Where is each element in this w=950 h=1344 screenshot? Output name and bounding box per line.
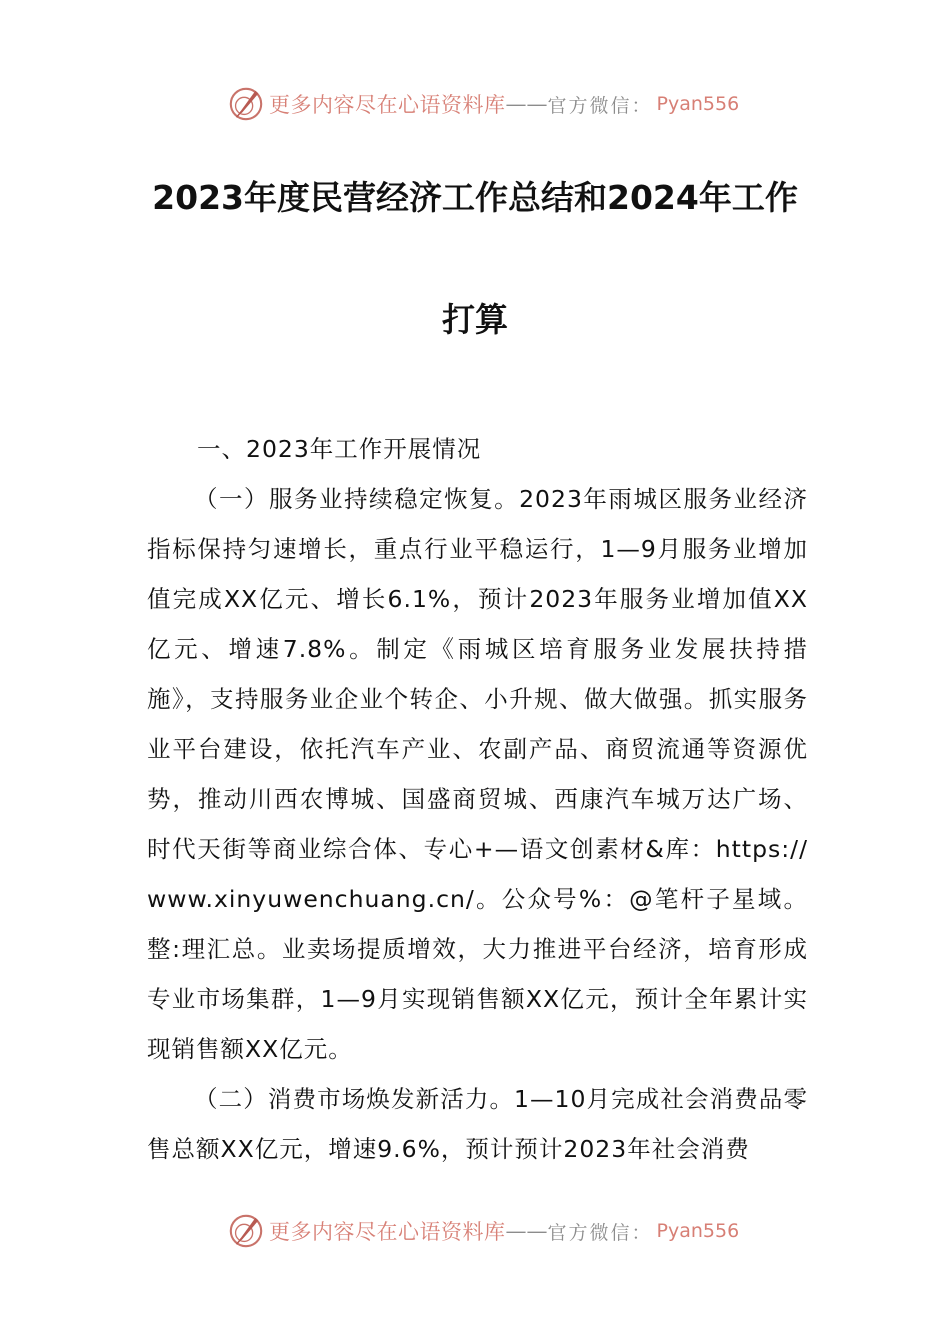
wechat-label: 官方微信： [547, 1221, 653, 1244]
section-heading: 一、2023年工作开展情况 [197, 435, 482, 463]
quill-pen-logo-icon [227, 85, 265, 123]
document-body [147, 424, 808, 1174]
footer-watermark-banner [227, 1211, 747, 1251]
promo-text: 更多内容尽在心语资料库 [269, 1220, 506, 1244]
banner-separator: —— [505, 1219, 548, 1243]
document-title-line-1: 2023年度民营经济工作总结和2024年工作 [152, 178, 798, 217]
wechat-id: Pyan556 [656, 93, 740, 115]
paragraph: （二）消费市场焕发新活力。1—10月完成社会消费品零售总额XX亿元，增速9.6%，预计预计2023年社会消费 [147, 1085, 808, 1163]
wechat-id: Pyan556 [656, 1220, 740, 1242]
wechat-label: 官方微信： [547, 94, 653, 117]
paragraph: （一）服务业持续稳定恢复。2023年雨城区服务业经济指标保持匀速增长，重点行业平稳运行，1—9月服务业增加值完成XX亿元、增长6.1%，预计2023年服务业增加值XX亿元、增速7.8%。制定《雨城区培育服务业发展扶持措施》，支持服务业企业个转企、小升规、做大做强。抓实服务业平台建设，依托汽车产业、农副产品、商贸流通等资源优势，推动川西农博城、国盛商贸城、西康汽车城万达广场、时代天街等商业综合体、专心+—语文创素材&库：https://www.xinyuwenchuang.cn/。公众号%：@笔杆子星域。整:理汇总。业卖场提质增效，大力推进平台经济，培育形成专业市场集群，1—9月实现销售额XX亿元，预计全年累计实现销售额XX亿元。 [147, 485, 808, 1063]
header-watermark-banner [227, 84, 747, 124]
banner-separator: —— [505, 92, 548, 116]
quill-pen-logo-icon [227, 1212, 265, 1250]
document-title-line-2: 打算 [442, 300, 508, 339]
promo-text: 更多内容尽在心语资料库 [269, 93, 506, 117]
